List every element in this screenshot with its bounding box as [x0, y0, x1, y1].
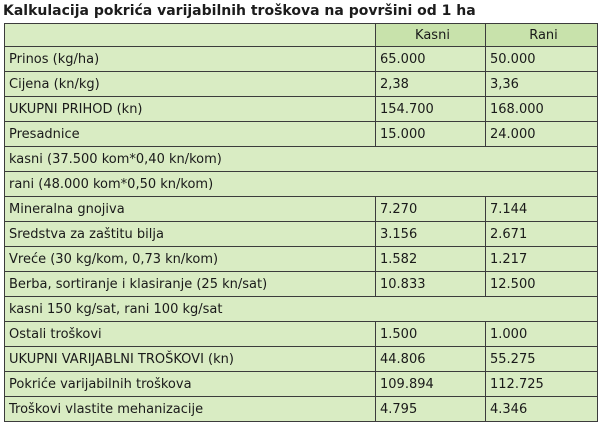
rani-value: 112.725 [486, 372, 598, 397]
table-row [5, 97, 598, 122]
rani-value: 55.275 [486, 347, 598, 372]
kasni-value: 7.270 [376, 197, 486, 222]
header-row [5, 24, 598, 47]
row-label: Pokriće varijabilnih troškova [5, 372, 376, 397]
row-label: Presadnice [5, 122, 376, 147]
note-cell: kasni (37.500 kom*0,40 kn/kom) [5, 147, 598, 172]
table-row [5, 347, 598, 372]
kasni-value: 4.795 [376, 397, 486, 422]
row-label: Cijena (kn/kg) [5, 72, 376, 97]
table-row [5, 397, 598, 422]
rani-value: 24.000 [486, 122, 598, 147]
row-label: Troškovi vlastite mehanizacije [5, 397, 376, 422]
kasni-value: 1.582 [376, 247, 486, 272]
row-label: Berba, sortiranje i klasiranje (25 kn/sat) [5, 272, 376, 297]
kasni-value: 15.000 [376, 122, 486, 147]
table-header [5, 24, 598, 47]
table-row [5, 247, 598, 272]
table-row [5, 372, 598, 397]
kasni-value: 1.500 [376, 322, 486, 347]
row-label: UKUPNI VARIJABLNI TROŠKOVI (kn) [5, 347, 376, 372]
rani-value: 1.217 [486, 247, 598, 272]
kasni-value: 10.833 [376, 272, 486, 297]
rani-value: 3,36 [486, 72, 598, 97]
row-label: UKUPNI PRIHOD (kn) [5, 97, 376, 122]
table-row [5, 172, 598, 197]
table-row [5, 147, 598, 172]
rani-value: 168.000 [486, 97, 598, 122]
rani-value: 1.000 [486, 322, 598, 347]
table-row [5, 272, 598, 297]
note-cell: rani (48.000 kom*0,50 kn/kom) [5, 172, 598, 197]
table-body [5, 47, 598, 422]
table-row [5, 297, 598, 322]
kasni-value: 154.700 [376, 97, 486, 122]
header-rani: Rani [486, 24, 598, 47]
rani-value: 2.671 [486, 222, 598, 247]
kasni-value: 3.156 [376, 222, 486, 247]
kasni-value: 2,38 [376, 72, 486, 97]
kasni-value: 109.894 [376, 372, 486, 397]
note-cell: kasni 150 kg/sat, rani 100 kg/sat [5, 297, 598, 322]
table-row [5, 122, 598, 147]
header-blank-cell [5, 24, 376, 47]
row-label: Prinos (kg/ha) [5, 47, 376, 72]
table-row [5, 322, 598, 347]
kasni-value: 44.806 [376, 347, 486, 372]
table-row [5, 47, 598, 72]
kasni-value: 65.000 [376, 47, 486, 72]
row-label: Mineralna gnojiva [5, 197, 376, 222]
table-row [5, 197, 598, 222]
table-row [5, 222, 598, 247]
rani-value: 4.346 [486, 397, 598, 422]
rani-value: 7.144 [486, 197, 598, 222]
calculation-table [4, 23, 598, 422]
row-label: Ostali troškovi [5, 322, 376, 347]
row-label: Vreće (30 kg/kom, 0,73 kn/kom) [5, 247, 376, 272]
rani-value: 50.000 [486, 47, 598, 72]
table-row [5, 72, 598, 97]
row-label: Sredstva za zaštitu bilja [5, 222, 376, 247]
page-title: Kalkulacija pokrića varijabilnih troškova na površini od 1 ha [3, 3, 476, 19]
header-kasni: Kasni [376, 24, 486, 47]
rani-value: 12.500 [486, 272, 598, 297]
